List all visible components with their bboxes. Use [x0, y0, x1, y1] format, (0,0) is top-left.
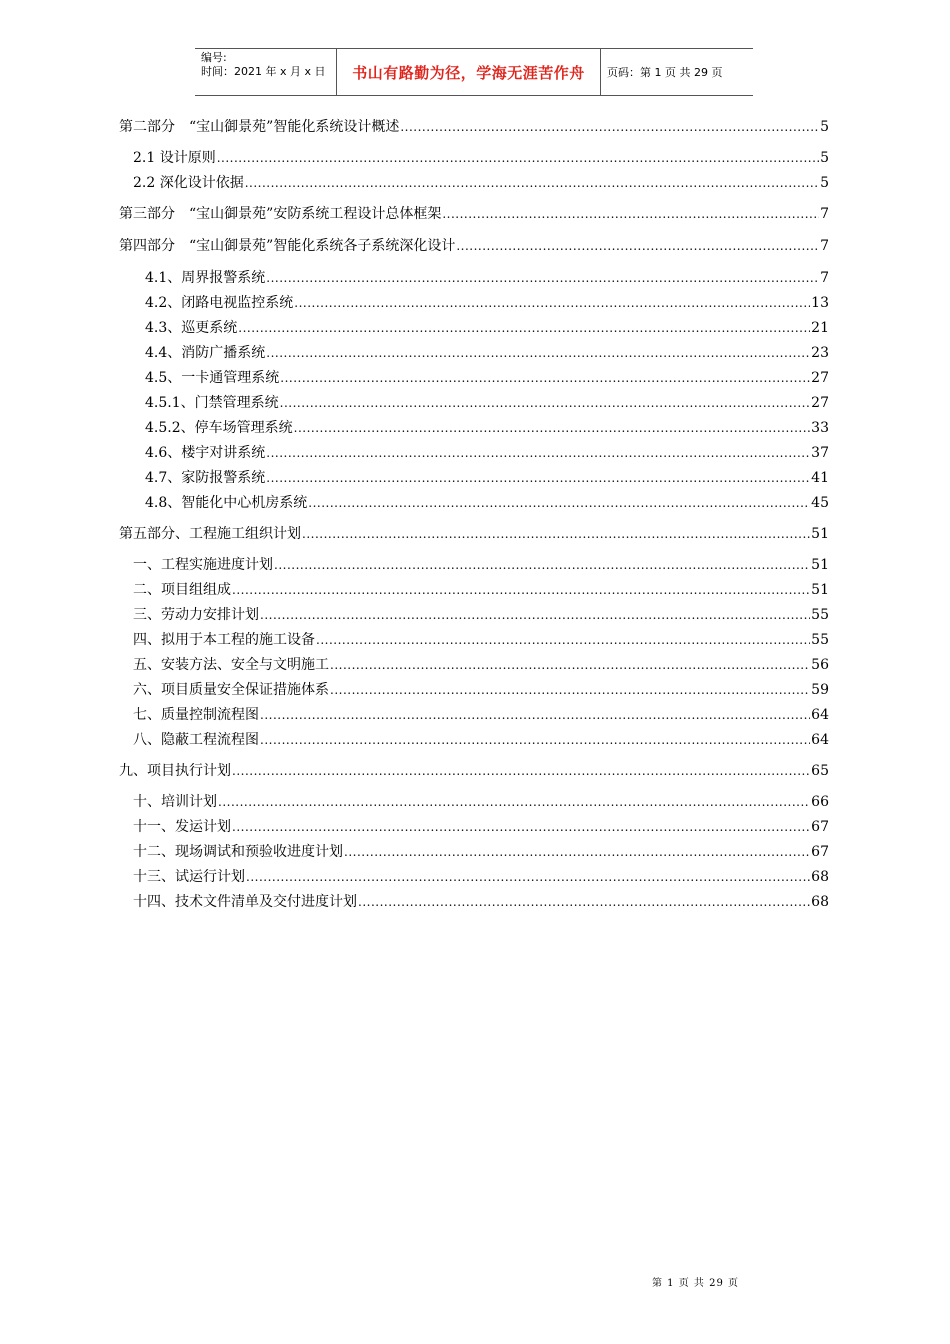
toc-entry-label: 十二、现场调试和预验收进度计划	[133, 844, 343, 860]
toc-entry-label: 4.1、周界报警系统	[145, 270, 266, 286]
page-footer: 第 1 页 共 29 页	[652, 1278, 739, 1289]
toc-entry-label: 五、安装方法、安全与文明施工	[133, 657, 329, 673]
toc-leader-dots	[266, 444, 810, 462]
toc-entry-label: 六、项目质量安全保证措施体系	[133, 682, 329, 698]
toc-leader-dots	[246, 868, 810, 886]
toc-entry[interactable]	[119, 525, 829, 543]
document-id-label: 编号:	[201, 51, 227, 64]
toc-leader-dots	[232, 581, 810, 599]
toc-leader-dots	[260, 731, 810, 749]
toc-entry-label: 九、项目执行计划	[119, 763, 231, 779]
toc-leader-dots	[456, 237, 819, 255]
toc-entry-page: 55	[811, 632, 829, 648]
toc-entry-page: 59	[811, 682, 829, 698]
header-meta	[195, 49, 337, 95]
toc-leader-dots	[330, 681, 810, 699]
toc-leader-dots	[232, 818, 810, 836]
toc-entry-page: 45	[811, 495, 829, 511]
toc-leader-dots	[280, 369, 810, 387]
toc-entry-label: 4.7、家防报警系统	[145, 470, 266, 486]
toc-entry[interactable]	[133, 606, 829, 624]
toc-entry[interactable]	[133, 843, 829, 861]
toc-leader-dots	[294, 294, 810, 312]
toc-leader-dots	[274, 556, 810, 574]
toc-entry-page: 5	[820, 150, 829, 166]
toc-entry-label: 第五部分、工程施工组织计划	[119, 526, 301, 542]
toc-entry-page: 68	[811, 894, 829, 910]
toc-entry[interactable]	[133, 581, 829, 599]
toc-entry-label: 第三部分 “宝山御景苑”安防系统工程设计总体框架	[119, 206, 442, 222]
toc-entry-label: 十三、试运行计划	[133, 869, 245, 885]
toc-entry-label: 2.1 设计原则	[133, 150, 216, 166]
toc-entry-page: 5	[820, 175, 829, 191]
toc-entry-label: 三、劳动力安排计划	[133, 607, 259, 623]
toc-entry-page: 67	[811, 844, 829, 860]
toc-entry-label: 4.8、智能化中心机房系统	[145, 495, 308, 511]
toc-leader-dots	[266, 344, 810, 362]
toc-entry-label: 十一、发运计划	[133, 819, 231, 835]
toc-entry-page: 56	[811, 657, 829, 673]
toc-leader-dots	[218, 793, 810, 811]
document-date: 时间：2021 年 x 月 x 日	[201, 65, 326, 78]
toc-entry[interactable]	[145, 469, 829, 487]
toc-entry-page: 66	[811, 794, 829, 810]
toc-entry[interactable]	[145, 494, 829, 512]
toc-entry[interactable]	[133, 174, 829, 192]
toc-leader-dots	[400, 118, 819, 136]
toc-leader-dots	[217, 149, 819, 167]
toc-entry-label: 4.3、巡更系统	[145, 320, 238, 336]
toc-entry-label: 4.4、消防广播系统	[145, 345, 266, 361]
toc-entry-label: 4.6、楼宇对讲系统	[145, 445, 266, 461]
toc-entry[interactable]	[119, 237, 829, 255]
toc-entry-label: 4.5.1、门禁管理系统	[145, 395, 279, 411]
toc-entry-page: 55	[811, 607, 829, 623]
toc-entry[interactable]	[133, 149, 829, 167]
toc-entry-page: 7	[820, 238, 829, 254]
toc-entry-label: 四、拟用于本工程的施工设备	[133, 632, 315, 648]
toc-entry-page: 13	[811, 295, 829, 311]
toc-entry-page: 51	[811, 582, 829, 598]
toc-leader-dots	[442, 205, 819, 223]
toc-entry-page: 33	[811, 420, 829, 436]
toc-entry[interactable]	[133, 681, 829, 699]
toc-entry-label: 第二部分 “宝山御景苑”智能化系统设计概述	[119, 119, 400, 135]
toc-entry-page: 7	[820, 270, 829, 286]
toc-entry-page: 23	[811, 345, 829, 361]
toc-leader-dots	[330, 656, 810, 674]
toc-entry-page: 67	[811, 819, 829, 835]
toc-entry[interactable]	[133, 556, 829, 574]
toc-entry-label: 第四部分 “宝山御景苑”智能化系统各子系统深化设计	[119, 238, 456, 254]
toc-entry[interactable]	[133, 706, 829, 724]
toc-leader-dots	[316, 631, 810, 649]
toc-entry-page: 5	[820, 119, 829, 135]
toc-entry[interactable]	[145, 344, 829, 362]
header-motto: 书山有路勤为径，学海无涯苦作舟	[337, 49, 601, 95]
toc-entry-page: 51	[811, 526, 829, 542]
toc-leader-dots	[260, 606, 810, 624]
toc-leader-dots	[344, 843, 810, 861]
toc-entry[interactable]	[145, 369, 829, 387]
toc-leader-dots	[302, 525, 810, 543]
toc-entry[interactable]	[119, 118, 829, 136]
toc-entry-page: 64	[811, 732, 829, 748]
toc-leader-dots	[308, 494, 810, 512]
toc-leader-dots	[238, 319, 810, 337]
page-header	[195, 48, 753, 96]
toc-leader-dots	[358, 893, 810, 911]
toc-entry-page: 37	[811, 445, 829, 461]
toc-entry-label: 4.5、一卡通管理系统	[145, 370, 280, 386]
toc-entry[interactable]	[133, 893, 829, 911]
toc-leader-dots	[245, 174, 819, 192]
toc-entry-page: 27	[811, 395, 829, 411]
toc-entry[interactable]	[133, 656, 829, 674]
toc-entry-label: 2.2 深化设计依据	[133, 175, 244, 191]
toc-entry[interactable]	[119, 762, 829, 780]
toc-leader-dots	[260, 706, 810, 724]
toc-entry[interactable]	[133, 793, 829, 811]
toc-leader-dots	[232, 762, 810, 780]
toc-entry-page: 7	[820, 206, 829, 222]
toc-entry-page: 41	[811, 470, 829, 486]
toc-entry[interactable]	[133, 631, 829, 649]
toc-entry-page: 65	[811, 763, 829, 779]
toc-entry[interactable]	[145, 269, 829, 287]
toc-entry-label: 4.2、闭路电视监控系统	[145, 295, 294, 311]
toc-entry-label: 八、隐蔽工程流程图	[133, 732, 259, 748]
toc-entry-label: 十四、技术文件清单及交付进度计划	[133, 894, 357, 910]
toc-entry[interactable]	[145, 394, 829, 412]
toc-entry-page: 64	[811, 707, 829, 723]
toc-entry-label: 十、培训计划	[133, 794, 217, 810]
toc-entry-page: 27	[811, 370, 829, 386]
toc-entry-label: 一、工程实施进度计划	[133, 557, 273, 573]
toc-entry-label: 4.5.2、停车场管理系统	[145, 420, 293, 436]
toc-entry[interactable]	[145, 444, 829, 462]
header-page-info: 页码：第 1 页 共 29 页	[607, 66, 723, 79]
toc-entry-page: 51	[811, 557, 829, 573]
toc-entry-page: 68	[811, 869, 829, 885]
toc-entry[interactable]	[119, 205, 829, 223]
toc-leader-dots	[294, 419, 811, 437]
toc-entry[interactable]	[133, 818, 829, 836]
toc-entry-page: 21	[811, 320, 829, 336]
toc-entry[interactable]	[145, 294, 829, 312]
toc-entry[interactable]	[145, 419, 829, 437]
toc-entry-label: 二、项目组组成	[133, 582, 231, 598]
toc-leader-dots	[266, 269, 819, 287]
toc-entry-label: 七、质量控制流程图	[133, 707, 259, 723]
toc-leader-dots	[266, 469, 810, 487]
toc-entry[interactable]	[133, 731, 829, 749]
toc-entry[interactable]	[145, 319, 829, 337]
toc-leader-dots	[280, 394, 811, 412]
toc-entry[interactable]	[133, 868, 829, 886]
